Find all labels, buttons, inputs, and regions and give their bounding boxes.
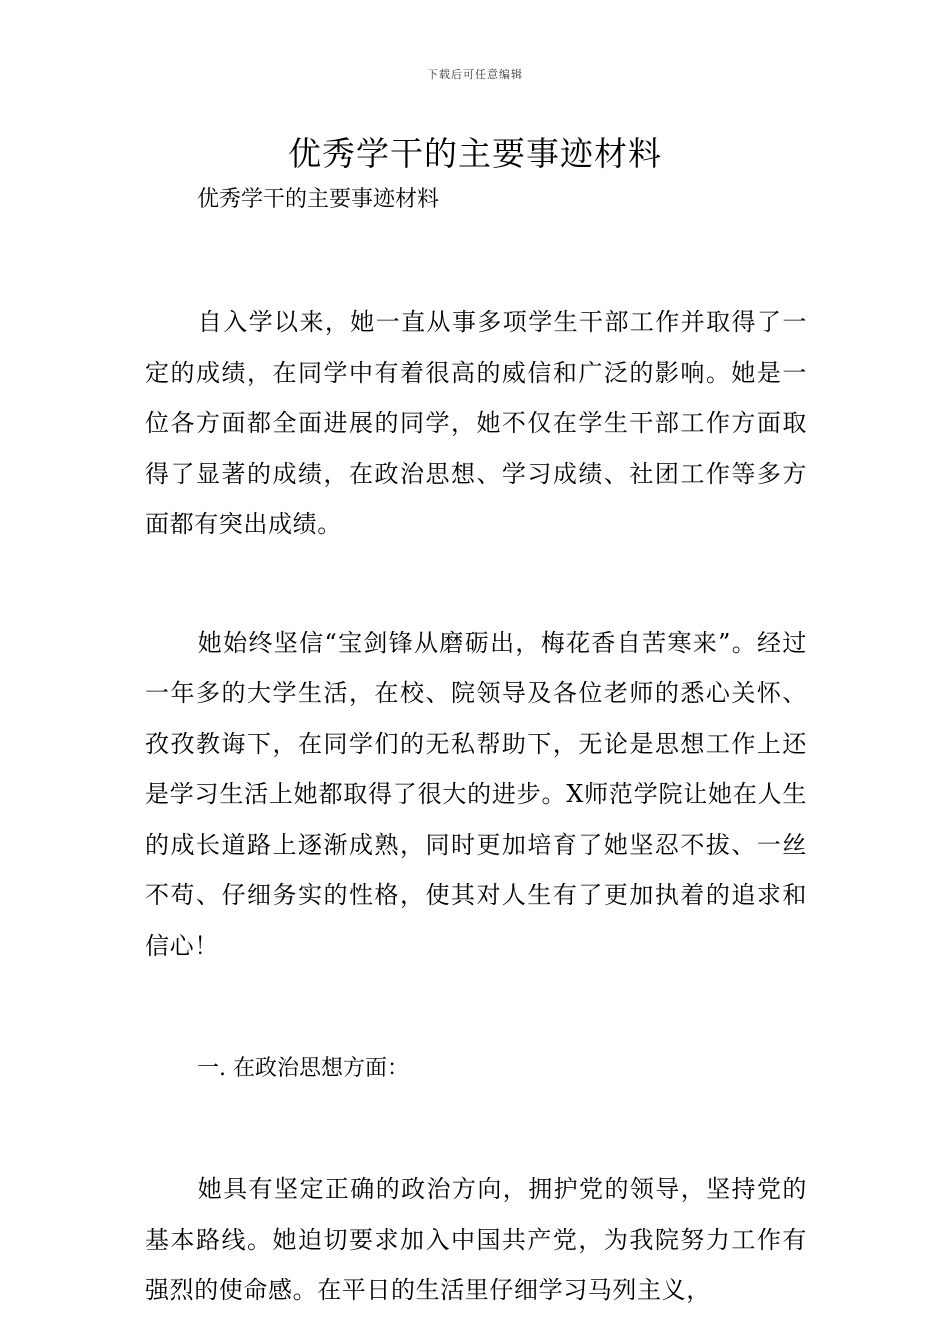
header-note: 下载后可任意编辑 <box>427 68 523 81</box>
document-title: 优秀学干的主要事迹材料 <box>288 134 662 173</box>
spacer <box>145 1094 807 1164</box>
document-subtitle: 优秀学干的主要事迹材料 <box>197 187 440 212</box>
paragraph-intro: 自入学以来，她一直从事多项学生干部工作并取得了一定的成绩，在同学中有着很高的威信和广泛的影响。她是一位各方面都全面进展的同学，她不仅在学生干部工作方面取得了显著的成绩，在政治思想、学习成绩、社团工作等多方面都有突出成绩。 <box>145 308 807 538</box>
paragraph-belief: 她始终坚信“宝剑锋从磨砺出，梅花香自苦寒来”。经过一年多的大学生活，在校、院领导及各位老师的悉心关怀、孜孜教诲下，在同学们的无私帮助下，无论是思想工作上还是学习生活上她都取得了很大的进步。X师范学院让她在人生的成长道路上逐渐成熟，同时更加培育了她坚忍不拔、一丝不苟、仔细务实的性格，使其对人生有了更加执着的追求和信心！ <box>145 628 807 960</box>
spacer <box>145 220 807 297</box>
document-body <box>145 180 807 1316</box>
spacer <box>145 971 807 1044</box>
spacer <box>145 550 807 618</box>
paragraph-politics: 她具有坚定正确的政治方向，拥护党的领导，坚持党的基本路线。她迫切要求加入中国共产党，为我院努力工作有强烈的使命感。在平日的生活里仔细学习马列主义， <box>145 1175 807 1304</box>
section-heading: 一. 在政治思想方面： <box>197 1056 409 1081</box>
